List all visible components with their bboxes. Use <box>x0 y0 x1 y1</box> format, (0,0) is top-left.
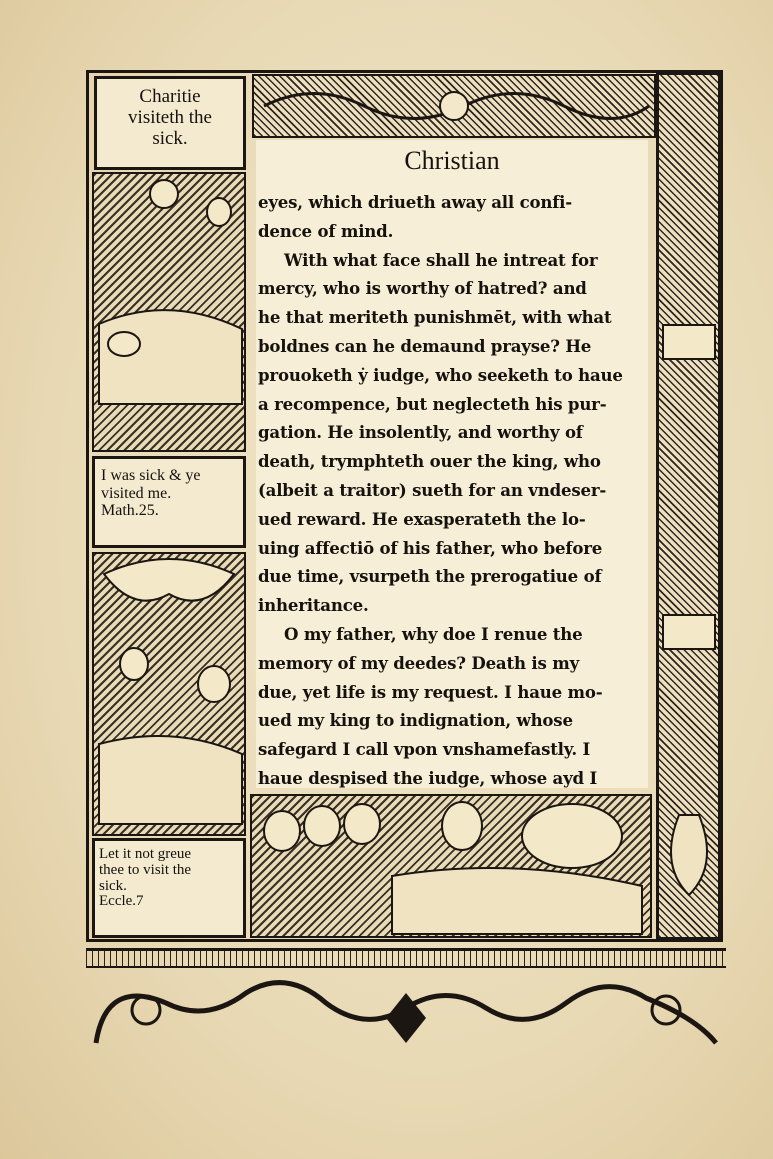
margin-note-top-line: visiteth the <box>128 106 212 128</box>
text-line: haue despised the iudge, whose ayd I <box>258 767 598 788</box>
text-line: boldnes can he demaund prayse? He <box>258 335 592 356</box>
vase-ornament-icon <box>659 75 719 935</box>
text-line: due, yet life is my request. I haue mo- <box>258 681 603 702</box>
margin-note-bottom-line: Let it not greue <box>99 846 192 862</box>
woodcut-deathbed-scene <box>250 794 652 938</box>
text-line: prouoketh ẏ iudge, who seeketh to haue <box>258 364 623 385</box>
main-text-area <box>256 140 648 788</box>
ornament-top-band <box>252 74 656 138</box>
text-line: O my father, why doe I renue the <box>284 623 583 644</box>
margin-note-bottom-line: thee to visit the <box>99 861 192 878</box>
ornament-footer <box>86 948 726 1058</box>
text-line: (albeit a traitor) sueth for an vndeser- <box>258 479 607 500</box>
text-line: he that meriteth punishmēt, with what <box>258 307 612 328</box>
vine-ornament-icon <box>254 76 654 136</box>
ornament-right-column <box>656 73 720 939</box>
woodcut-illustration-icon <box>94 174 244 450</box>
margin-note-middle-line: I was sick & ye <box>101 467 201 484</box>
text-line: a recompence, but neglecteth his pur- <box>258 393 607 414</box>
margin-note-bottom-line: Eccle.7 <box>99 893 144 910</box>
text-line: memory of my deedes? Death is my <box>258 652 580 673</box>
text-line: eyes, which driueth away all confi- <box>258 192 572 212</box>
margin-note-middle <box>92 456 246 548</box>
scroll-ornament-icon <box>86 948 726 1058</box>
text-line: dence of mind. <box>258 220 394 241</box>
margin-note-bottom <box>92 838 246 938</box>
text-line: safegard I call vpon vnshamefastly. I <box>258 739 591 760</box>
margin-note-middle-line: Math.25. <box>101 502 159 520</box>
text-line: mercy, who is worthy of hatred? and <box>258 278 587 299</box>
running-head: Christian <box>404 146 500 175</box>
text-line: ued reward. He exasperateth the lo- <box>258 508 586 529</box>
text-line: ued my king to indignation, whose <box>258 710 573 731</box>
margin-note-top-line: Charitie <box>139 86 201 107</box>
margin-note-bottom-line: sick. <box>99 877 127 894</box>
text-line: gation. He insolently, and worthy of <box>258 422 583 443</box>
woodcut-heavenly-sickroom <box>92 552 246 836</box>
body-text <box>258 188 646 822</box>
woodcut-illustration-icon <box>94 554 244 834</box>
text-line: With what face shall he intreat for <box>284 249 598 270</box>
margin-note-middle-line: visited me. <box>101 484 172 502</box>
woodcut-sickbed-visit <box>92 172 246 452</box>
woodcut-illustration-icon <box>252 796 650 936</box>
text-line: inheritance. <box>258 595 369 616</box>
text-line: uing affectiō of his father, who before <box>258 537 603 558</box>
margin-note-top <box>94 76 246 170</box>
text-line: due time, vsurpeth the prerogatiue of <box>258 566 602 587</box>
text-line: death, trymphteth ouer the king, who <box>258 451 601 472</box>
margin-note-top-line: sick. <box>152 127 188 149</box>
